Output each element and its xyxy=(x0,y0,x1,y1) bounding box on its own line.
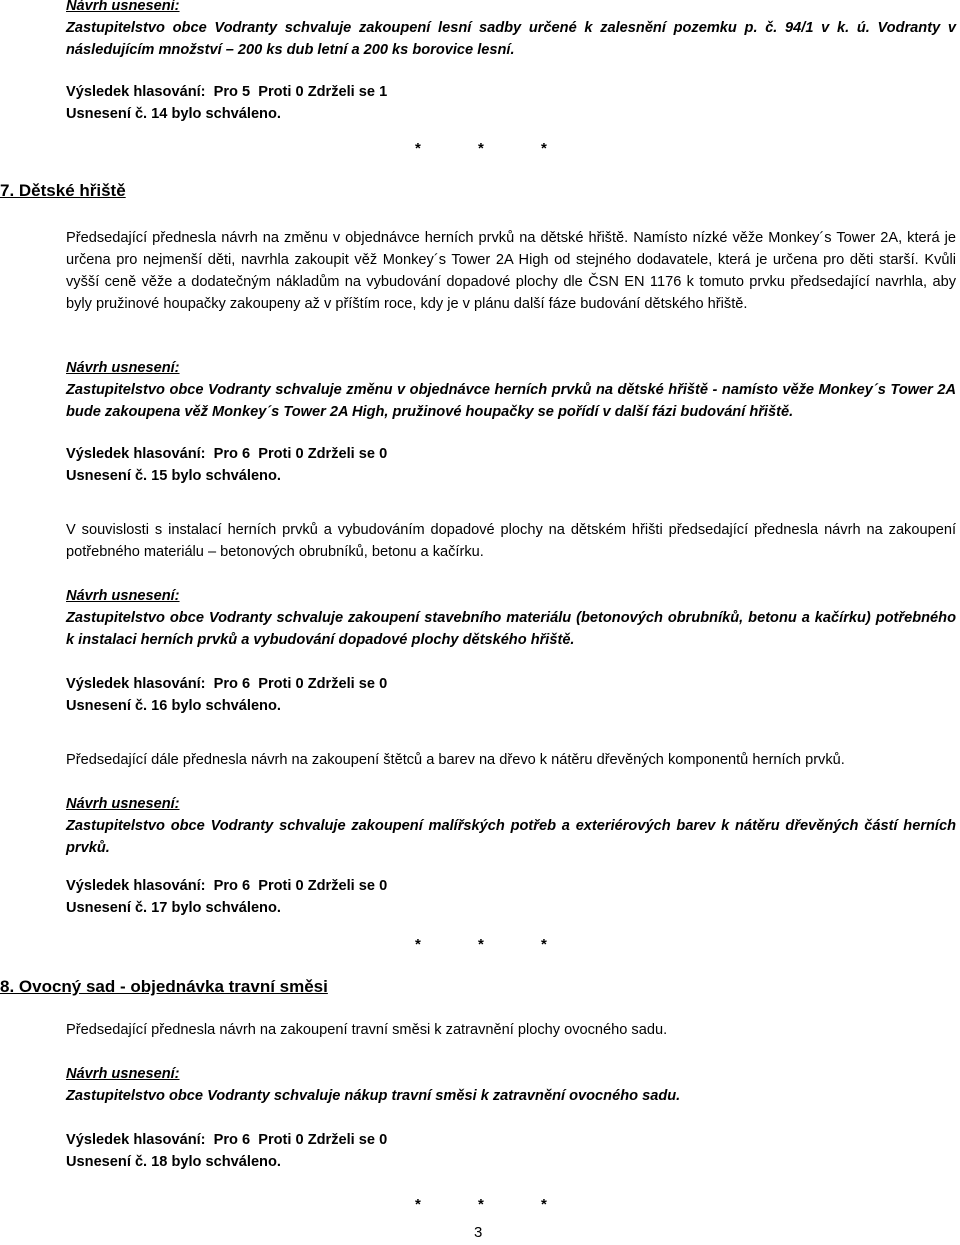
separator-star: * xyxy=(478,140,484,157)
section-7-heading: 7. Dětské hřiště xyxy=(0,181,126,200)
proposal-label: Návrh usnesení: xyxy=(66,360,180,376)
section-heading xyxy=(0,178,126,204)
proposal-block-16 xyxy=(66,586,956,652)
proposal-text: Zastupitelstvo obce Vodranty schvaluje zakoupení stavebního materiálu (betonových obrubníků, betonu a kačírku) potřebného k instalaci herních prvků a vybudování dopadové plochy dětského hřiště. xyxy=(66,609,956,648)
resolution-status: Usnesení č. 18 bylo schváleno. xyxy=(66,1154,281,1170)
vote-result: Výsledek hlasování: Pro 6 Proti 0 Zdrželi se 0 xyxy=(66,1132,388,1148)
context-text: Předsedající dále přednesla návrh na zakoupení štětců a barev na dřevo k nátěru dřevěných komponentů herních prvků. xyxy=(66,752,845,768)
separator-star: * xyxy=(415,1196,421,1213)
proposal-label: Návrh usnesení: xyxy=(66,588,180,604)
vote-result: Výsledek hlasování: Pro 5 Proti 0 Zdrželi se 1 xyxy=(66,84,388,100)
separator-star: * xyxy=(541,140,547,157)
proposal-text: Zastupitelstvo obce Vodranty schvaluje nákup travní směsi k zatravnění ovocného sadu. xyxy=(66,1087,681,1104)
vote-result: Výsledek hlasování: Pro 6 Proti 0 Zdrželi se 0 xyxy=(66,446,388,462)
proposal-text: Zastupitelstvo obce Vodranty schvaluje zakoupení malířských potřeb a exteriérových barev k nátěru dřevěných částí herních prvků. xyxy=(66,817,956,856)
section-8-heading: 8. Ovocný sad - objednávka travní směsi xyxy=(0,977,328,996)
resolution-status: Usnesení č. 17 bylo schváleno. xyxy=(66,900,281,916)
context-paragraph-17 xyxy=(66,750,956,772)
proposal-block-18 xyxy=(66,1064,956,1108)
section-8-intro xyxy=(66,1020,956,1042)
separator-star: * xyxy=(541,1196,547,1213)
proposal-block-17 xyxy=(66,794,956,860)
proposal-label: Návrh usnesení: xyxy=(66,1066,180,1082)
separator-stars xyxy=(415,138,604,161)
section-heading xyxy=(0,974,328,1000)
separator-star: * xyxy=(478,936,484,953)
proposal-label: Návrh usnesení: xyxy=(66,0,180,14)
vote-result: Výsledek hlasování: Pro 6 Proti 0 Zdrželi se 0 xyxy=(66,878,388,894)
resolution-status: Usnesení č. 15 bylo schváleno. xyxy=(66,468,281,484)
separator-star: * xyxy=(478,1196,484,1213)
intro-paragraph: Předsedající přednesla návrh na zakoupení travní směsi k zatravnění plochy ovocného sadu. xyxy=(66,1022,668,1038)
separator-stars xyxy=(415,1194,604,1217)
separator-star: * xyxy=(415,140,421,157)
separator-star: * xyxy=(541,936,547,953)
separator-star: * xyxy=(415,936,421,953)
top-proposal xyxy=(66,0,956,62)
context-text: V souvislosti s instalací herních prvků a vybudováním dopadové plochy na dětském hřišti předsedající přednesla návrh na zakoupení potřebného materiálu – betonových obrubníků, betonu a kačírku. xyxy=(66,522,956,560)
proposal-block-15 xyxy=(66,358,956,424)
section-7-intro xyxy=(66,228,956,316)
separator-stars xyxy=(415,934,604,957)
proposal-text: Zastupitelstvo obce Vodranty schvaluje zakoupení lesní sadby určené k zalesnění pozemku p. č. 94/1 v k. ú. Vodranty v následujícím množství – 200 ks dub letní a 200 ks borovice lesní. xyxy=(66,19,956,58)
proposal-label: Návrh usnesení: xyxy=(66,796,180,812)
context-paragraph-16 xyxy=(66,520,956,564)
vote-result: Výsledek hlasování: Pro 6 Proti 0 Zdrželi se 0 xyxy=(66,676,388,692)
proposal-text: Zastupitelstvo obce Vodranty schvaluje změnu v objednávce herních prvků na dětské hřiště - namísto věže Monkey´s Tower 2A bude zakoupena věž Monkey´s Tower 2A High, pružinové houpačky se pořídí v další fázi budování hřiště. xyxy=(66,381,956,420)
resolution-status: Usnesení č. 14 bylo schváleno. xyxy=(66,106,281,122)
resolution-status: Usnesení č. 16 bylo schváleno. xyxy=(66,698,281,714)
page-number: 3 xyxy=(474,1224,483,1241)
intro-paragraph: Předsedající přednesla návrh na změnu v objednávce herních prvků na dětské hřiště. Namísto nízké věže Monkey´s Tower 2A, která je určena pro nejmenší děti, navrhla zakoupit věž Monkey´s Tower 2A High od stejného dodavatele, která je určena pro děti starší. Kvůli vyšší ceně věže a dodatečným nákladům na vybudování dopadové plochy dle ČSN EN 1176 k tomuto prvku předsedající navrhla, aby byly pružinové houpačky zakoupeny až v příštím roce, kdy je v plánu další fáze budování dětského hřiště. xyxy=(66,230,956,312)
